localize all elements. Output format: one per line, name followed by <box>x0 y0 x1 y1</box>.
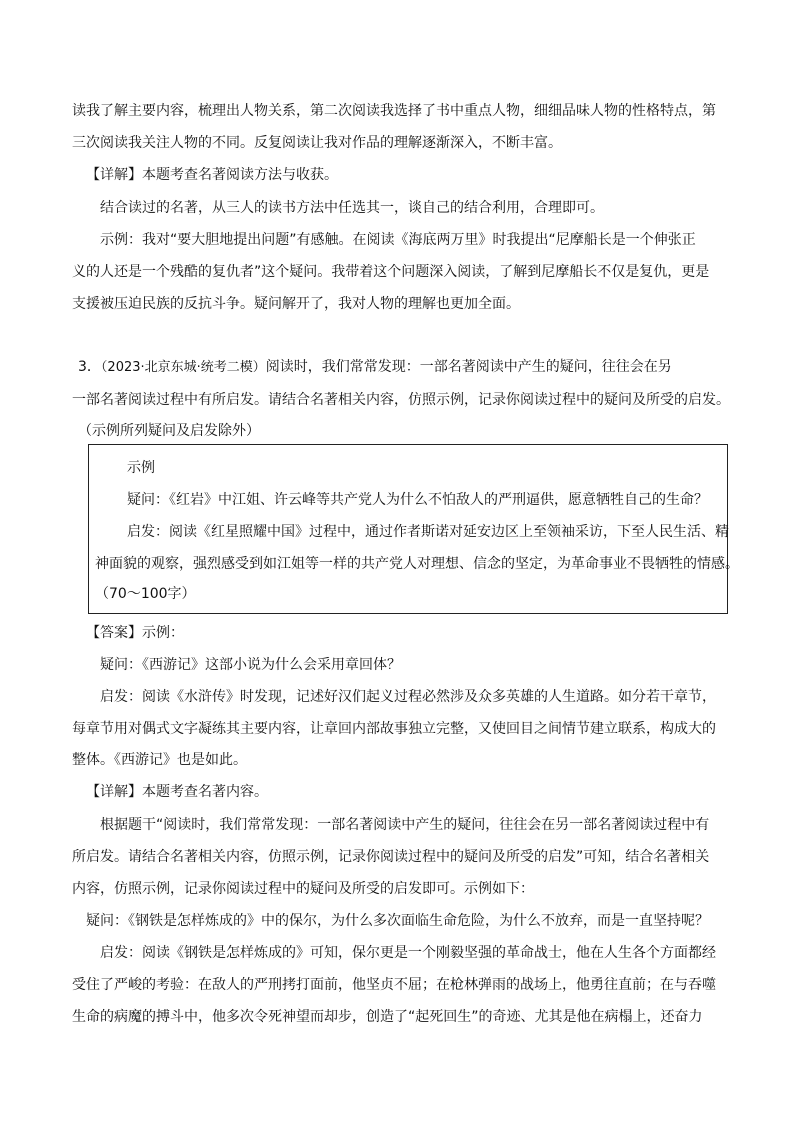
detail-line <box>86 165 746 185</box>
answer-tag: 【答案】 <box>86 625 142 641</box>
paragraph-line: 读我了解主要内容，梳理出人物关系，第二次阅读我选择了书中重点人物，细细品味人物的性格特点，第 <box>72 103 716 119</box>
answer-line <box>86 623 746 643</box>
detail-tag: 【详解】 <box>86 167 142 183</box>
example-title: 示例 <box>127 460 155 476</box>
paragraph-line: 结合读过的名著，从三人的读书方法中任选其一，谈自己的结合利用，合理即可。 <box>100 200 604 216</box>
question-line: 一部名著阅读过程中有所启发。请结合名著相关内容，仿照示例，记录你阅读过程中的疑问及所受的启发。 <box>72 392 730 408</box>
detail-question: 疑问：《钢铁是怎样炼成的》中的保尔，为什么多次面临生命危险，为什么不放弃，而是一直坚持呢？ <box>86 913 709 929</box>
question-3-stem <box>78 357 738 378</box>
example-insight-line: 启发：阅读《红星照耀中国》过程中，通过作者斯诺对延安边区上至领袖采访，下至人民生活、精 <box>127 524 729 540</box>
example-insight-line: 神面貌的观察，强烈感受到如江姐等一样的共产党人对理想、信念的坚定，为革命事业不畏牺牲的情感。 <box>95 556 739 572</box>
question-text: 阅读时，我们常常发现：一部名著阅读中产生的疑问，往往会在另 <box>265 359 672 375</box>
detail-insight: 受住了严峻的考验：在敌人的严刑拷打面前，他坚贞不屈；在枪林弹雨的战场上，他勇往直前；在与吞噬 <box>72 977 716 993</box>
detail-line <box>86 782 746 802</box>
example-question: 疑问：《红岩》中江姐、许云峰等共产党人为什么不怕敌人的严刑逼供，愿意牺牲自己的生命？ <box>127 492 708 508</box>
example-word-limit: （70～100字） <box>95 586 196 602</box>
detail-line: 内容，仿照示例，记录你阅读过程中的疑问及所受的启发即可。示例如下： <box>72 881 534 897</box>
paragraph-line: 义的人还是一个残酷的复仇者”这个疑问。我带着这个问题深入阅读，了解到尼摩船长不仅是复仇，更是 <box>72 264 710 280</box>
paragraph-line: 支援被压迫民族的反抗斗争。疑问解开了，我对人物的理解也更加全面。 <box>72 296 520 312</box>
detail-tag: 【详解】 <box>86 784 142 800</box>
answer-line: 启发：阅读《水浒传》时发现，记述好汉们起义过程必然涉及众多英雄的人生道路。如分若干章节， <box>100 689 716 705</box>
detail-text: 本题考查名著阅读方法与收获。 <box>142 167 338 183</box>
detail-line: 根据题干“阅读时，我们常常发现：一部名著阅读中产生的疑问，往往会在另一部名著阅读过程中有 <box>100 817 710 833</box>
answer-line: 每章节用对偶式文字凝练其主要内容，让章回内部故事独立完整，又使回目之间情节建立联系，构成大的 <box>72 721 716 737</box>
detail-insight: 生命的病魔的搏斗中，他多次令死神望而却步，创造了“起死回生”的奇迹、尤其是他在病榻上，还奋力 <box>72 1009 703 1025</box>
answer-line: 整体。《西游记》也是如此。 <box>72 752 247 768</box>
answer-text: 示例： <box>142 625 184 641</box>
detail-text: 本题考查名著内容。 <box>142 784 268 800</box>
question-line: （示例所列疑问及启发除外） <box>78 423 260 439</box>
paragraph-line: 三次阅读我关注人物的不同。反复阅读让我对作品的理解逐渐深入，不断丰富。 <box>72 135 562 151</box>
question-source: （2023·北京东城·统考二模） <box>100 360 266 375</box>
detail-insight: 启发：阅读《钢铁是怎样炼成的》可知，保尔更是一个刚毅坚强的革命战士，他在人生各个方面都经 <box>100 945 716 961</box>
detail-line: 所启发。请结合名著相关内容，仿照示例，记录你阅读过程中的疑问及所受的启发”可知，结合名著相关 <box>72 849 710 865</box>
example-box <box>88 444 739 614</box>
paragraph-line: 示例：我对“要大胆地提出问题”有感触。在阅读《海底两万里》时我提出“尼摩船长是一个伸张正 <box>100 232 696 248</box>
answer-question: 疑问：《西游记》这部小说为什么会采用章回体？ <box>100 657 401 673</box>
question-number: 3． <box>78 359 101 375</box>
